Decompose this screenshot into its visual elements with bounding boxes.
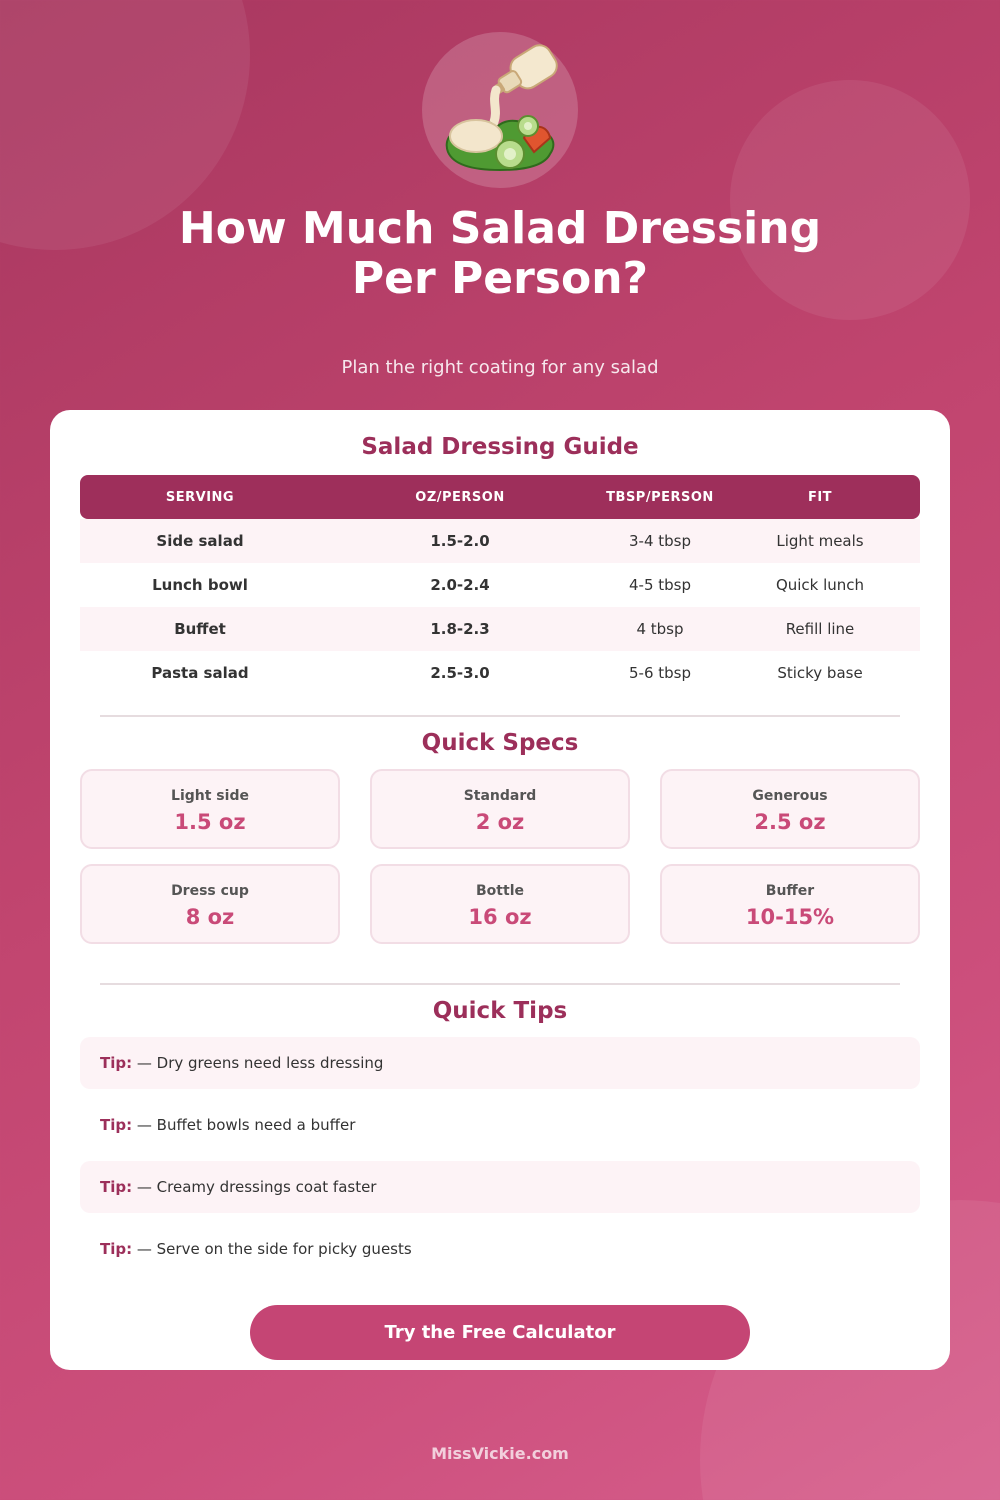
- table-row: [80, 607, 920, 651]
- column-header-serving: SERVING: [80, 475, 320, 519]
- serving-cell: Side salad: [80, 519, 320, 563]
- serving-cell: Pasta salad: [151, 664, 249, 682]
- tip-text: — Dry greens need less dressing: [136, 1054, 384, 1072]
- spec-value: 16 oz: [468, 905, 532, 929]
- page-title: [0, 204, 1000, 304]
- spec-value: 8 oz: [185, 905, 235, 929]
- spec-label: Generous: [752, 788, 828, 804]
- tips-title: Quick Tips: [432, 998, 568, 1024]
- table-row: [80, 519, 920, 563]
- tip-label: Tip:: [100, 1178, 133, 1196]
- section-divider: [100, 715, 900, 717]
- spec-card-bottle: [370, 864, 630, 944]
- spec-label: Standard: [463, 788, 537, 804]
- spec-value: 10-15%: [745, 905, 835, 929]
- table-row: [80, 651, 920, 695]
- fit-cell: Quick lunch: [775, 576, 865, 594]
- column-header-fit: FIT: [720, 475, 920, 519]
- tbsp-cell: 4 tbsp: [600, 607, 720, 651]
- spec-label: Light side: [171, 788, 249, 804]
- title-line-2: Per Person?: [351, 253, 649, 304]
- footer-brand: MissVickie.com: [431, 1444, 569, 1463]
- column-header-tbsp: TBSP/PERSON: [600, 475, 720, 519]
- guide-title: Salad Dressing Guide: [361, 434, 639, 460]
- tip-label: Tip:: [100, 1116, 133, 1134]
- tip-text: — Creamy dressings coat faster: [136, 1178, 377, 1196]
- tbsp-cell: 4-5 tbsp: [628, 576, 691, 594]
- dressing-guide-table: [80, 475, 920, 695]
- try-calculator-button[interactable]: Try the Free Calculator: [250, 1305, 750, 1360]
- spec-label: Dress cup: [171, 883, 249, 899]
- tip-item: [80, 1099, 920, 1151]
- fit-cell: Refill line: [720, 607, 920, 651]
- spec-card-standard: [370, 769, 630, 849]
- oz-cell: 1.8-2.3: [320, 607, 600, 651]
- spec-card-buffer: [660, 864, 920, 944]
- hero-badge: [422, 32, 578, 188]
- content-card: [50, 410, 950, 1370]
- fit-cell: Sticky base: [777, 664, 863, 682]
- tbsp-cell: 3-4 tbsp: [600, 519, 720, 563]
- tip-text: — Buffet bowls need a buffer: [136, 1116, 356, 1134]
- tip-text: — Serve on the side for picky guests: [136, 1240, 412, 1258]
- specs-title: Quick Specs: [421, 730, 579, 756]
- oz-cell: 2.0-2.4: [430, 576, 490, 594]
- salad-dressing-icon: [436, 40, 564, 180]
- tbsp-cell: 5-6 tbsp: [628, 664, 691, 682]
- spec-value: 2 oz: [475, 810, 525, 834]
- title-line-1: How Much Salad Dressing: [178, 203, 822, 254]
- tip-label: Tip:: [100, 1054, 133, 1072]
- tip-item: [80, 1161, 920, 1213]
- section-divider: [100, 983, 900, 985]
- tip-item: [80, 1223, 920, 1275]
- column-header-oz: OZ/PERSON: [320, 475, 600, 519]
- table-header-row: [80, 475, 920, 519]
- oz-cell: 2.5-3.0: [430, 664, 490, 682]
- tip-item: [80, 1037, 920, 1089]
- serving-cell: Lunch bowl: [152, 576, 248, 594]
- table-row: [80, 563, 920, 607]
- spec-card-generous: [660, 769, 920, 849]
- page-subtitle: Plan the right coating for any salad: [341, 357, 659, 378]
- spec-label: Bottle: [476, 883, 524, 899]
- oz-cell: 1.5-2.0: [320, 519, 600, 563]
- fit-cell: Light meals: [720, 519, 920, 563]
- spec-card-light-side: [80, 769, 340, 849]
- spec-value: 2.5 oz: [754, 810, 826, 834]
- spec-label: Buffer: [765, 883, 815, 899]
- serving-cell: Buffet: [80, 607, 320, 651]
- tip-label: Tip:: [100, 1240, 133, 1258]
- spec-value: 1.5 oz: [174, 810, 246, 834]
- spec-card-dress-cup: [80, 864, 340, 944]
